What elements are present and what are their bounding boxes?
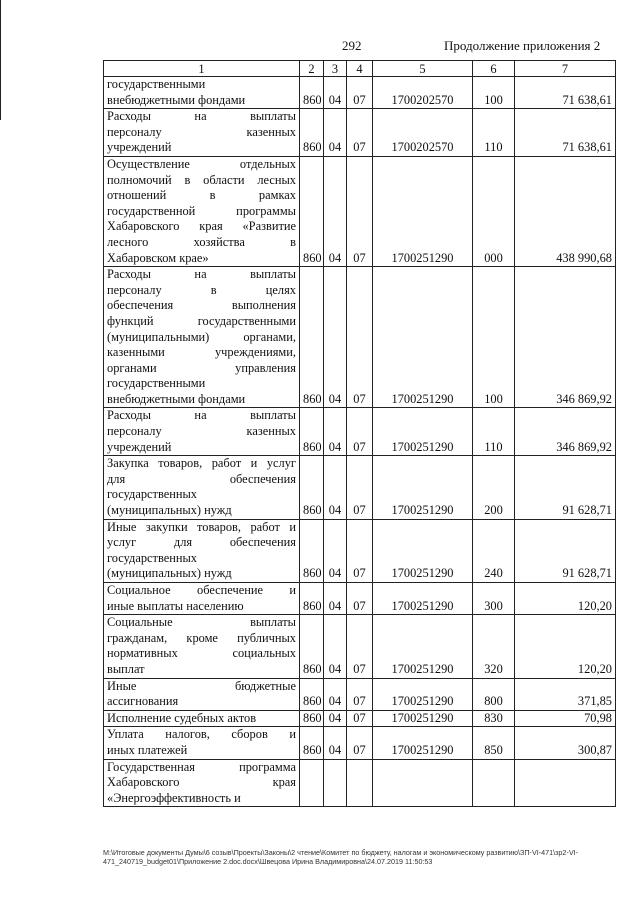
expense-name-line: государственных [107, 487, 198, 502]
column-header-5: 5 [373, 61, 473, 77]
expense-name-cell [104, 583, 300, 615]
expense-name-line: учреждений [107, 439, 172, 454]
expense-name-line: внебюджетными фондами [107, 92, 246, 107]
expense-name-line: иных платежей [107, 742, 188, 757]
amount-cell: 120,20 [515, 583, 616, 615]
table-body [104, 77, 616, 807]
column-header-7: 7 [515, 61, 616, 77]
target-article-cell: 1700251290 [373, 456, 473, 519]
expense-name-line: внебюджетными фондами [107, 391, 246, 406]
subsection-code-cell [347, 759, 373, 807]
expense-name-line: Уплата налогов, сборов и [107, 727, 296, 742]
table-row [104, 615, 616, 678]
expense-name-line: (муниципальными) органами, [107, 329, 296, 344]
expense-name-line: обеспечения выполнения [107, 298, 296, 313]
expense-name-line: государственной программы [107, 203, 296, 218]
section-code-cell [324, 759, 347, 807]
subsection-code-cell: 07 [347, 583, 373, 615]
expense-name-line: Социальные выплаты [107, 615, 296, 630]
expense-name-line: казенными учреждениями, [107, 345, 296, 360]
amount-cell: 70,98 [515, 710, 616, 727]
expense-name-line: государственными [107, 77, 206, 91]
target-article-cell: 1700251290 [373, 727, 473, 759]
section-code-cell: 04 [324, 408, 347, 456]
column-header-1: 1 [104, 61, 300, 77]
expense-name-line: полномочий в области лесных [107, 172, 296, 187]
expense-name-line: «Энергоэффективность и [107, 790, 241, 805]
expense-type-cell: 800 [473, 678, 515, 710]
expense-name-cell [104, 408, 300, 456]
amount-cell: 346 869,92 [515, 267, 616, 408]
column-header-4: 4 [347, 61, 373, 77]
ministry-code-cell: 860 [300, 408, 324, 456]
table-row [104, 519, 616, 582]
subsection-code-cell: 07 [347, 519, 373, 582]
expense-type-cell: 850 [473, 727, 515, 759]
expense-name-line: органами управления [107, 360, 296, 375]
expense-name-line: Расходы на выплаты [107, 109, 296, 124]
expense-name-line: Расходы на выплаты [107, 408, 296, 423]
expense-type-cell: 200 [473, 456, 515, 519]
expense-name-line: функций государственными [107, 313, 296, 328]
expense-name-line: Государственная программа [107, 759, 296, 774]
ministry-code-cell [300, 759, 324, 807]
expense-name-line: ассигнования [107, 694, 179, 709]
subsection-code-cell: 07 [347, 156, 373, 266]
expense-name-line: отношений в рамках [107, 188, 296, 203]
ministry-code-cell: 860 [300, 583, 324, 615]
expense-type-cell: 300 [473, 583, 515, 615]
column-header-2: 2 [300, 61, 324, 77]
amount-cell: 71 638,61 [515, 77, 616, 109]
section-code-cell: 04 [324, 583, 347, 615]
subsection-code-cell: 07 [347, 408, 373, 456]
expense-type-cell [473, 759, 515, 807]
expense-name-line: персоналу казенных [107, 124, 296, 139]
ministry-code-cell: 860 [300, 615, 324, 678]
ministry-code-cell: 860 [300, 727, 324, 759]
expense-name-line: Хабаровского края [107, 775, 296, 790]
expense-name-cell [104, 156, 300, 266]
subsection-code-cell: 07 [347, 678, 373, 710]
expense-name-line: персоналу казенных [107, 424, 296, 439]
amount-cell: 91 628,71 [515, 519, 616, 582]
subsection-code-cell: 07 [347, 77, 373, 109]
ministry-code-cell: 860 [300, 456, 324, 519]
expense-name-cell [104, 109, 300, 157]
expense-name-line: Социальное обеспечение и [107, 583, 296, 597]
target-article-cell: 1700251290 [373, 408, 473, 456]
expense-name-line: Иные бюджетные [107, 678, 296, 693]
section-code-cell: 04 [324, 710, 347, 727]
target-article-cell: 1700251290 [373, 615, 473, 678]
table-row [104, 710, 616, 727]
expense-type-cell: 320 [473, 615, 515, 678]
amount-cell: 91 628,71 [515, 456, 616, 519]
expense-name-cell [104, 727, 300, 759]
expense-name-line: персоналу в целях [107, 282, 296, 297]
ministry-code-cell: 860 [300, 678, 324, 710]
page-edge-line [0, 0, 1, 120]
amount-cell: 371,85 [515, 678, 616, 710]
expense-name-line: (муниципальных) нужд [107, 566, 232, 581]
continuation-label: Продолжение приложения 2 [444, 38, 601, 53]
expense-name-cell [104, 759, 300, 807]
expense-name-line: Закупка товаров, работ и услуг [107, 456, 296, 471]
section-code-cell: 04 [324, 519, 347, 582]
target-article-cell [373, 759, 473, 807]
page-number: 292 [342, 38, 362, 53]
amount-cell: 71 638,61 [515, 109, 616, 157]
expense-name-line: учреждений [107, 140, 172, 155]
target-article-cell: 1700202570 [373, 77, 473, 109]
subsection-code-cell: 07 [347, 456, 373, 519]
table-header-row [104, 61, 616, 77]
ministry-code-cell: 860 [300, 267, 324, 408]
expense-name-line: Иные закупки товаров, работ и [107, 519, 296, 534]
table-row [104, 109, 616, 157]
ministry-code-cell: 860 [300, 710, 324, 727]
section-code-cell: 04 [324, 109, 347, 157]
expense-type-cell: 110 [473, 109, 515, 157]
expense-name-line: государственными [107, 376, 206, 391]
document-path-footer: М:\Итоговые документы Думы\6 созыв\Проекты\Законы\2 чтение\Комитет по бюджету, налогам и экономическому развитию\ЗП-VI-471\зр2-VI-471_240719_budget01\Приложение 2.doc.docx\Швецова Ирина Владимировна\24.07.2019 11:50:53 [103, 848, 578, 866]
expense-name-cell [104, 77, 300, 109]
ministry-code-cell: 860 [300, 77, 324, 109]
target-article-cell: 1700251290 [373, 519, 473, 582]
subsection-code-cell: 07 [347, 615, 373, 678]
table-row [104, 678, 616, 710]
expense-name-line: услуг для обеспечения [107, 535, 296, 550]
section-code-cell: 04 [324, 456, 347, 519]
expense-name-cell [104, 678, 300, 710]
amount-cell: 438 990,68 [515, 156, 616, 266]
subsection-code-cell: 07 [347, 710, 373, 727]
section-code-cell: 04 [324, 678, 347, 710]
target-article-cell: 1700251290 [373, 156, 473, 266]
target-article-cell: 1700202570 [373, 109, 473, 157]
table-row [104, 77, 616, 109]
expense-name-line: выплат [107, 661, 145, 676]
expense-name-line: иные выплаты населению [107, 598, 244, 613]
expense-name-line: для обеспечения [107, 471, 296, 486]
expense-name-cell [104, 710, 300, 727]
section-code-cell: 04 [324, 267, 347, 408]
subsection-code-cell: 07 [347, 727, 373, 759]
table-row [104, 759, 616, 807]
amount-cell: 120,20 [515, 615, 616, 678]
expense-type-cell: 240 [473, 519, 515, 582]
expense-name-cell [104, 615, 300, 678]
table-row [104, 408, 616, 456]
expense-name-line: нормативных социальных [107, 646, 296, 661]
section-code-cell: 04 [324, 727, 347, 759]
expense-name-line: Осуществление отдельных [107, 156, 296, 171]
expense-name-line: Расходы на выплаты [107, 267, 296, 282]
subsection-code-cell: 07 [347, 267, 373, 408]
expense-type-cell: 830 [473, 710, 515, 727]
subsection-code-cell: 07 [347, 109, 373, 157]
expense-name-cell [104, 456, 300, 519]
budget-table [103, 60, 616, 807]
section-code-cell: 04 [324, 77, 347, 109]
section-code-cell: 04 [324, 615, 347, 678]
expense-name-line: государственных [107, 550, 198, 565]
target-article-cell: 1700251290 [373, 267, 473, 408]
expense-name-line: Хабаровского края «Развитие [107, 219, 296, 234]
expense-name-cell [104, 519, 300, 582]
expense-type-cell: 000 [473, 156, 515, 266]
ministry-code-cell: 860 [300, 109, 324, 157]
expense-name-line: Исполнение судебных актов [107, 710, 257, 725]
expense-type-cell: 100 [473, 77, 515, 109]
table-row [104, 583, 616, 615]
expense-name-line: Хабаровском крае» [107, 250, 209, 265]
table-row [104, 156, 616, 266]
amount-cell [515, 759, 616, 807]
amount-cell: 346 869,92 [515, 408, 616, 456]
section-code-cell: 04 [324, 156, 347, 266]
amount-cell: 300,87 [515, 727, 616, 759]
table-row [104, 727, 616, 759]
table-row [104, 456, 616, 519]
expense-name-line: гражданам, кроме публичных [107, 630, 296, 645]
expense-name-cell [104, 267, 300, 408]
target-article-cell: 1700251290 [373, 678, 473, 710]
ministry-code-cell: 860 [300, 156, 324, 266]
ministry-code-cell: 860 [300, 519, 324, 582]
expense-type-cell: 110 [473, 408, 515, 456]
column-header-3: 3 [324, 61, 347, 77]
target-article-cell: 1700251290 [373, 710, 473, 727]
expense-type-cell: 100 [473, 267, 515, 408]
expense-name-line: лесного хозяйства в [107, 234, 296, 249]
expense-name-line: (муниципальных) нужд [107, 503, 232, 518]
column-header-6: 6 [473, 61, 515, 77]
table-row [104, 267, 616, 408]
target-article-cell: 1700251290 [373, 583, 473, 615]
